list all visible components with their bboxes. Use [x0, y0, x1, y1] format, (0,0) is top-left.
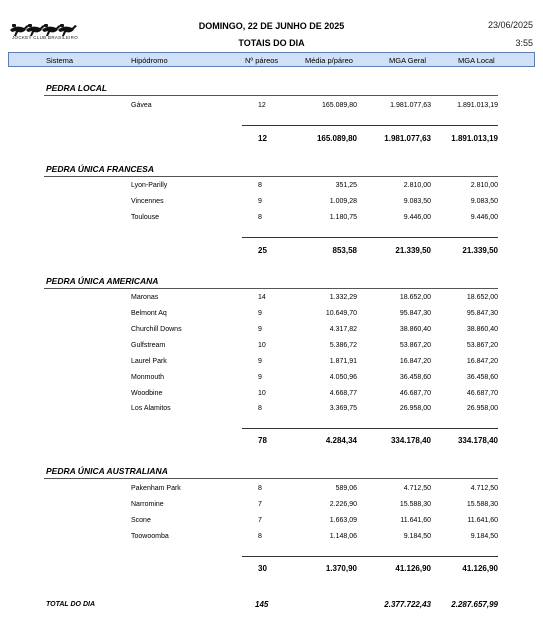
num-pareos: 14: [258, 294, 266, 301]
total-np: 12: [258, 134, 267, 143]
mga-local: 36.458,60: [466, 374, 498, 381]
num-pareos: 7: [258, 517, 262, 524]
section-title: PEDRA ÚNICA AUSTRALIANA: [46, 466, 168, 476]
report-date-title: DOMINGO, 22 DE JUNHO DE 2025: [198, 21, 345, 31]
table-row: [0, 198, 543, 210]
total-divider: [242, 428, 498, 429]
grand-total-local: 2.287.657,99: [451, 600, 498, 609]
mga-geral: 4.712,50: [403, 485, 431, 492]
grand-total-geral: 2.377.722,43: [384, 600, 431, 609]
grand-total-label: TOTAL DO DIA: [46, 601, 95, 608]
mga-geral: 26.958,00: [399, 405, 431, 412]
mga-local: 18.652,00: [466, 294, 498, 301]
table-row: [0, 310, 543, 322]
num-pareos: 8: [258, 533, 262, 540]
hipodromo-name: Pakenham Park: [131, 485, 181, 492]
total-local: 41.126,90: [462, 564, 498, 573]
mga-local: 9.446,00: [470, 214, 498, 221]
total-divider: [242, 237, 498, 238]
col-sistema: Sistema: [46, 56, 74, 65]
mga-geral: 9.446,00: [403, 214, 431, 221]
total-np: 25: [258, 246, 267, 255]
num-pareos: 10: [258, 390, 266, 397]
mga-local: 38.860,40: [466, 326, 498, 333]
total-local: 21.339,50: [462, 246, 498, 255]
hipodromo-name: Gulfstream: [131, 342, 166, 349]
mga-local: 4.712,50: [470, 485, 498, 492]
table-row: [0, 517, 543, 529]
total-np: 78: [258, 436, 267, 445]
section-title: PEDRA ÚNICA FRANCESA: [46, 164, 154, 174]
table-row: [0, 501, 543, 513]
grand-total-np: 145: [255, 600, 269, 609]
mga-geral: 38.860,40: [399, 326, 431, 333]
mga-local: 1.891.013,19: [457, 102, 498, 109]
mga-geral: 9.184,50: [403, 533, 431, 540]
mga-geral: 53.867,20: [399, 342, 431, 349]
hipodromo-name: Toulouse: [131, 214, 160, 221]
mga-local: 26.958,00: [466, 405, 498, 412]
section-divider: [44, 176, 498, 177]
num-pareos: 8: [258, 405, 262, 412]
table-row: [0, 485, 543, 497]
total-divider: [242, 125, 498, 126]
table-row: [0, 326, 543, 338]
mga-geral: 18.652,00: [399, 294, 431, 301]
total-divider: [242, 556, 498, 557]
section-divider: [44, 478, 498, 479]
media-pareo: 589,06: [335, 485, 357, 492]
total-np: 30: [258, 564, 267, 573]
media-pareo: 4.317,82: [329, 326, 357, 333]
total-media: 165.089,80: [316, 134, 357, 143]
section-total-row: [0, 564, 543, 576]
mga-geral: 11.641,60: [400, 517, 431, 524]
mga-geral: 2.810,00: [403, 182, 431, 189]
hipodromo-name: Churchill Downs: [131, 326, 182, 333]
section-divider: [44, 95, 498, 96]
media-pareo: 3.369,75: [329, 405, 357, 412]
mga-geral: 36.458,60: [399, 374, 431, 381]
mga-geral: 15.588,30: [399, 501, 431, 508]
mga-geral: 16.847,20: [399, 358, 431, 365]
mga-local: 95.847,30: [466, 310, 498, 317]
mga-local: 15.588,30: [466, 501, 498, 508]
num-pareos: 9: [258, 198, 262, 205]
section-title: PEDRA LOCAL: [46, 83, 108, 93]
total-local: 334.178,40: [457, 436, 498, 445]
hipodromo-name: Vincennes: [131, 198, 164, 205]
media-pareo: 2.226,90: [329, 501, 357, 508]
mga-geral: 46.687,70: [399, 390, 431, 397]
mga-geral: 1.981.077,63: [390, 102, 431, 109]
hipodromo-name: Maronas: [131, 294, 159, 301]
section-title: PEDRA ÚNICA AMERICANA: [46, 276, 159, 286]
num-pareos: 7: [258, 501, 262, 508]
media-pareo: 10.649,70: [325, 310, 357, 317]
mga-geral: 95.847,30: [399, 310, 431, 317]
col-media: Média p/páreo: [305, 56, 353, 65]
num-pareos: 8: [258, 485, 262, 492]
hipodromo-name: Scone: [131, 517, 151, 524]
num-pareos: 8: [258, 214, 262, 221]
hipodromo-name: Los Alamitos: [131, 405, 171, 412]
total-media: 1.370,90: [325, 564, 357, 573]
table-row: [0, 405, 543, 417]
col-mga-geral: MGA Geral: [389, 56, 427, 65]
print-time: 3:55: [515, 38, 533, 48]
column-header-bar: [8, 52, 535, 67]
print-date: 23/06/2025: [487, 20, 533, 30]
mga-local: 11.641,60: [467, 517, 498, 524]
logo-caption: JOCKEY CLUB BRASILEIRO: [12, 35, 79, 40]
num-pareos: 12: [258, 102, 266, 109]
mga-local: 9.184,50: [470, 533, 498, 540]
report-subtitle: TOTAIS DO DIA: [238, 38, 305, 48]
table-row: [0, 214, 543, 226]
total-media: 4.284,34: [325, 436, 357, 445]
total-geral: 334.178,40: [390, 436, 431, 445]
col-mga-local: MGA Local: [458, 56, 495, 65]
media-pareo: 4.050,96: [329, 374, 357, 381]
total-geral: 41.126,90: [395, 564, 431, 573]
media-pareo: 1.871,91: [329, 358, 357, 365]
media-pareo: 1.663,09: [329, 517, 357, 524]
section-total-row: [0, 134, 543, 146]
num-pareos: 9: [258, 310, 262, 317]
table-row: [0, 533, 543, 545]
media-pareo: 5.386,72: [329, 342, 357, 349]
hipodromo-name: Belmont Aq: [131, 310, 167, 317]
total-local: 1.891.013,19: [451, 134, 498, 143]
hipodromo-name: Woodbine: [131, 390, 163, 397]
hipodromo-name: Lyon-Parilly: [131, 182, 168, 189]
section-divider: [44, 288, 498, 289]
mga-local: 9.083,50: [470, 198, 498, 205]
media-pareo: 1.148,06: [329, 533, 357, 540]
media-pareo: 4.668,77: [329, 390, 357, 397]
num-pareos: 10: [258, 342, 266, 349]
total-geral: 21.339,50: [395, 246, 431, 255]
hipodromo-name: Laurel Park: [131, 358, 167, 365]
media-pareo: 1.332,29: [329, 294, 357, 301]
table-row: [0, 358, 543, 370]
table-row: [0, 342, 543, 354]
media-pareo: 165.089,80: [321, 102, 357, 109]
hipodromo-name: Gávea: [131, 102, 152, 109]
media-pareo: 1.180,75: [329, 214, 357, 221]
mga-local: 2.810,00: [470, 182, 498, 189]
hipodromo-name: Toowoomba: [131, 533, 169, 540]
media-pareo: 1.009,28: [329, 198, 357, 205]
num-pareos: 9: [258, 374, 262, 381]
table-row: [0, 374, 543, 386]
section-total-row: [0, 436, 543, 448]
num-pareos: 9: [258, 358, 262, 365]
col-np: Nº páreos: [245, 56, 279, 65]
media-pareo: 351,25: [335, 182, 357, 189]
section-total-row: [0, 246, 543, 258]
table-row: [0, 294, 543, 306]
table-row: [0, 102, 543, 114]
hipodromo-name: Monmouth: [131, 374, 165, 381]
total-media: 853,58: [332, 246, 357, 255]
table-row: [0, 390, 543, 402]
mga-geral: 9.083,50: [403, 198, 431, 205]
mga-local: 53.867,20: [466, 342, 498, 349]
col-hipodromo: Hipódromo: [131, 56, 168, 65]
num-pareos: 8: [258, 182, 262, 189]
total-geral: 1.981.077,63: [384, 134, 431, 143]
mga-local: 46.687,70: [466, 390, 498, 397]
mga-local: 16.847,20: [466, 358, 498, 365]
num-pareos: 9: [258, 326, 262, 333]
hipodromo-name: Narromine: [131, 501, 164, 508]
table-row: [0, 182, 543, 194]
